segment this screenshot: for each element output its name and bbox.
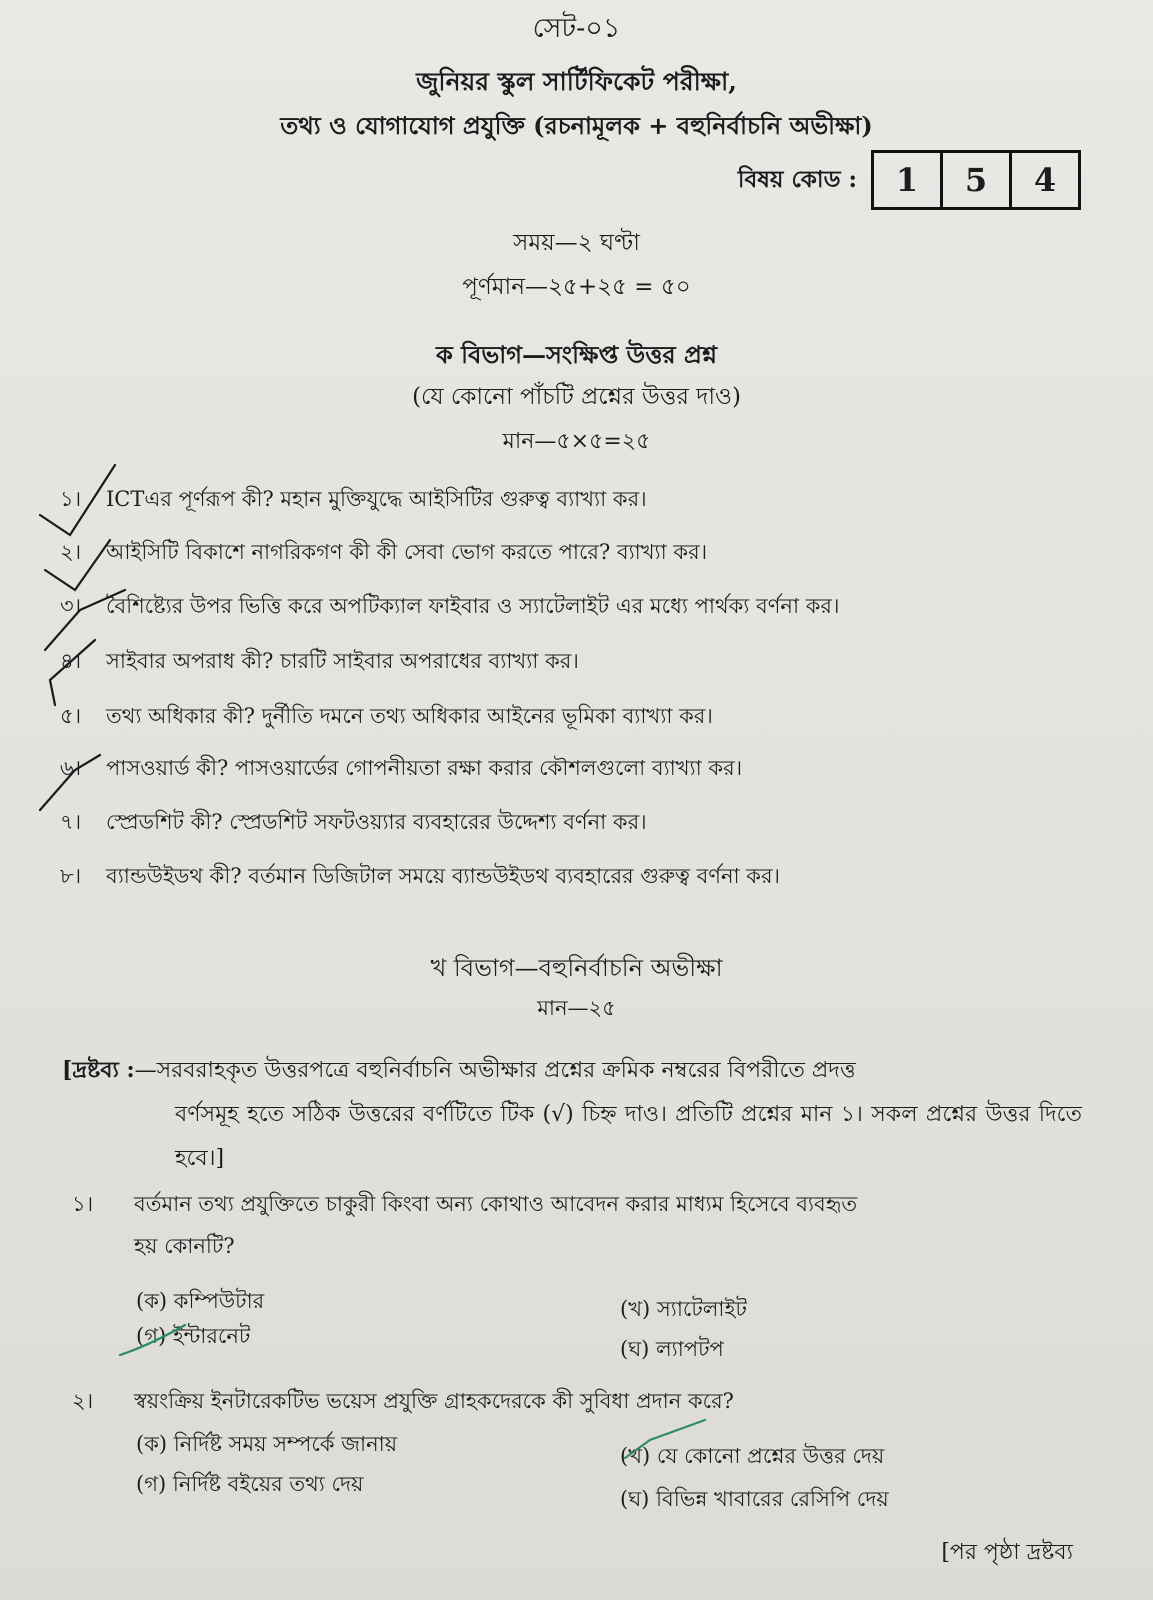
- question-text: সাইবার অপরাধ কী? চারটি সাইবার অপরাধের ব্যাখ্যা কর।: [106, 649, 579, 673]
- next-page-note: [পর পৃষ্ঠা দ্রষ্টব্য: [941, 1540, 1073, 1565]
- pen-tick-mark: [45, 590, 125, 650]
- question-text: পাসওয়ার্ড কী? পাসওয়ার্ডের গোপনীয়তা রক্ষা করার কৌশলগুলো ব্যাখ্যা কর।: [106, 756, 743, 780]
- mcq-number: ২।: [72, 1389, 94, 1413]
- pen-tick-mark: [45, 540, 110, 590]
- question-number: ১।: [60, 487, 82, 511]
- mcq-option: (ক) কম্পিউটার: [136, 1289, 265, 1313]
- section-b-title: খ বিভাগ—বহুনির্বাচনি অভীক্ষা: [430, 954, 723, 982]
- note-rest: বর্ণসমূহ হতে সঠিক উত্তরের বর্ণটিতে টিক (√) চিহ্ন দাও। প্রতিটি প্রশ্নের মান ১। সকল প্রশ্নের উত্তর দিতে হবে।]: [175, 1102, 1082, 1171]
- question-number: ৮।: [60, 864, 82, 888]
- question-text: আইসিটি বিকাশে নাগরিকগণ কী কী সেবা ভোগ করতে পারে? ব্যাখ্যা কর।: [106, 540, 708, 564]
- question-text: ICTএর পূর্ণরূপ কী? মহান মুক্তিযুদ্ধে আইসিটির গুরুত্ব ব্যাখ্যা কর।: [106, 487, 647, 511]
- green-tick-mark: [625, 1420, 705, 1458]
- question-number: ৬।: [60, 756, 82, 780]
- code-digit: 5: [940, 153, 1009, 207]
- set-number: সেট-০১: [532, 13, 621, 44]
- mcq-option: (ঘ) ল্যাপটপ: [620, 1337, 724, 1361]
- mcq-option: (খ) যে কোনো প্রশ্নের উত্তর দেয়: [620, 1444, 885, 1468]
- question-text: স্প্রেডশিট কী? স্প্রেডশিট সফটওয়্যার ব্যবহারের উদ্দেশ্য বর্ণনা কর।: [106, 810, 647, 834]
- question-text: ব্যান্ডউইডথ কী? বর্তমান ডিজিটাল সময়ে ব্যান্ডউইডথ ব্যবহারের গুরুত্ব বর্ণনা কর।: [106, 864, 781, 888]
- subject-title: তথ্য ও যোগাযোগ প্রযুক্তি (রচনামূলক + বহুনির্বাচনি অভীক্ষা): [280, 111, 873, 140]
- section-a-title: ক বিভাগ—সংক্ষিপ্ত উত্তর প্রশ্ন: [436, 340, 717, 369]
- question-number: ৩।: [60, 594, 82, 618]
- mcq-option: (খ) স্যাটেলাইট: [620, 1297, 747, 1321]
- green-tick-mark: [120, 1325, 185, 1355]
- mcq-option: (ঘ) বিভিন্ন খাবারের রেসিপি দেয়: [620, 1487, 889, 1511]
- question-text: বৈশিষ্ট্যের উপর ভিত্তি করে অপটিক্যাল ফাইবার ও স্যাটেলাইট এর মধ্যে পার্থক্য বর্ণনা কর।: [106, 594, 840, 618]
- full-marks: পূর্ণমান—২৫+২৫ = ৫০: [462, 274, 691, 300]
- mcq-text: বর্তমান তথ্য প্রযুক্তিতে চাকুরী কিংবা অন্য কোথাও আবেদন করার মাধ্যম হিসেবে ব্যবহৃত: [134, 1192, 858, 1216]
- mcq-question-continued: হয় কোনটি?: [134, 1234, 235, 1258]
- question-number: ৪।: [60, 649, 82, 673]
- pen-tick-mark: [40, 465, 115, 535]
- question-number: ৭।: [60, 810, 82, 834]
- question-number: ৫।: [60, 704, 82, 728]
- section-a-marks: মান—৫×৫=২৫: [502, 429, 651, 454]
- section-a-instruction: (যে কোনো পাঁচটি প্রশ্নের উত্তর দাও): [412, 384, 741, 410]
- mcq-option: (গ) নির্দিষ্ট বইয়ের তথ্য দেয়: [136, 1472, 364, 1496]
- mcq-option: (ক) নির্দিষ্ট সময় সম্পর্কে জানায়: [136, 1432, 398, 1456]
- mcq-number: ১।: [72, 1192, 94, 1216]
- section-b-marks: মান—২৫: [537, 996, 616, 1020]
- exam-time: সময়—২ ঘণ্টা: [513, 230, 640, 256]
- code-digit: 1: [895, 161, 919, 199]
- question-number: ২।: [60, 540, 82, 564]
- exam-title: জুনিয়র স্কুল সার্টিফিকেট পরীক্ষা,: [416, 67, 737, 96]
- note-lead: [দ্রষ্টব্য :: [62, 1057, 135, 1083]
- mcq-text: স্বয়ংক্রিয় ইনটারেকটিভ ভয়েস প্রযুক্তি গ্রাহকদেরকে কী সুবিধা প্রদান করে?: [134, 1389, 734, 1413]
- code-digit: 4: [1009, 153, 1078, 207]
- note-line-1: —সরবরাহকৃত উত্তরপত্রে বহুনির্বাচনি অভীক্ষার প্রশ্নের ক্রমিক নম্বরের বিপরীতে প্রদত্ত: [134, 1058, 856, 1083]
- pen-tick-mark: [50, 640, 95, 705]
- subject-code-label: বিষয় কোড :: [737, 165, 857, 193]
- mcq-option: (গ) ইন্টারনেট: [136, 1324, 251, 1348]
- question-text: তথ্য অধিকার কী? দুর্নীতি দমনে তথ্য অধিকার আইনের ভূমিকা ব্যাখ্যা কর।: [106, 704, 713, 728]
- pen-tick-mark: [40, 755, 100, 810]
